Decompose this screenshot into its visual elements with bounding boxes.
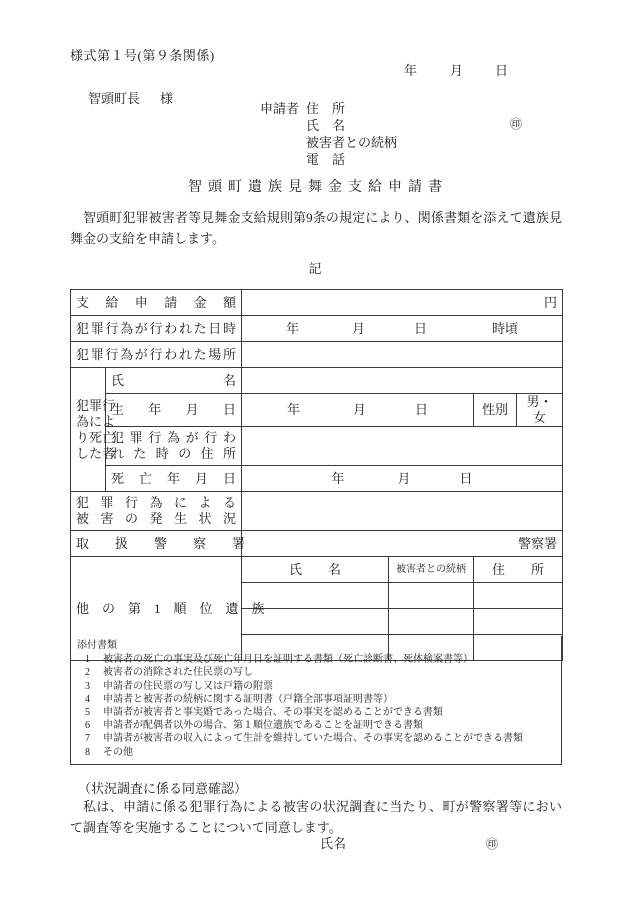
application-table [70, 289, 563, 661]
survivor-address-cell[interactable] [474, 583, 563, 609]
survivors-header-address: 住 所 [474, 557, 563, 583]
datetime-year: 年 [286, 320, 300, 336]
datetime-fields [247, 321, 557, 337]
attachment-item [77, 706, 555, 719]
table-row-deceased-name [71, 368, 563, 394]
situation-label: 犯 罪 行 為 に よ る 被 害 の 発 生 状 況 [71, 492, 242, 531]
addressee-honorific: 様 [160, 91, 174, 106]
deceased-address-value-cell[interactable] [242, 427, 563, 466]
form-number: 様式第１号(第９条関係) [70, 48, 215, 63]
consent-seal-icon: ㊞ [486, 837, 499, 851]
datetime-month: 月 [352, 320, 366, 336]
table-row-place [71, 342, 563, 368]
attachment-text: 申請者と被害者の続柄に関する証明書（戸籍全部事項証明書等） [103, 693, 393, 705]
survivor-relation-cell[interactable] [389, 609, 474, 635]
intro-paragraph: 智頭町犯罪被害者等見舞金支給規則第9条の規定により、関係書類を添えて遺族見舞金の支給を申請します。 [70, 210, 562, 246]
place-value-cell[interactable] [242, 342, 563, 368]
survivors-header-name: 氏 名 [242, 557, 389, 583]
survivors-header-relation: 被害者との続柄 [389, 557, 474, 583]
attachment-item [77, 666, 555, 679]
datetime-label: 犯罪行為が行われた日時 [71, 316, 242, 342]
gender-options-cell[interactable] [517, 394, 563, 427]
attachment-number: 4 [85, 693, 90, 705]
table-row-deceased-birth [71, 394, 563, 427]
deceased-group-label: 犯罪行 為によ り死亡 した者 [71, 368, 106, 492]
attachment-item [77, 653, 555, 666]
amount-unit: 円 [544, 294, 558, 310]
death-year: 年 [331, 470, 345, 486]
police-suffix: 警察署 [518, 535, 558, 551]
ki-marker: 記 [308, 261, 322, 276]
table-row-police [71, 531, 563, 557]
attachment-text: 申請者が被害者と事実婚であった場合、その事実を認めることができる書類 [103, 707, 443, 719]
birth-month: 月 [353, 402, 367, 417]
header-date-year: 年 [404, 63, 418, 78]
consent-name-label: 氏名 [320, 836, 347, 851]
datetime-value-cell[interactable] [242, 316, 563, 342]
table-row-death-date [71, 466, 563, 492]
police-value-cell[interactable] [242, 531, 563, 557]
header-date-line [404, 60, 508, 79]
datetime-day: 日 [414, 320, 428, 336]
applicant-name-seal-icon: ㊞ [510, 117, 523, 131]
applicant-lead-label: 申請者 [260, 101, 300, 116]
applicant-address-label: 住 所 [306, 101, 346, 116]
applicant-row-address [260, 98, 397, 115]
attachment-item [77, 719, 555, 732]
survivor-address-cell[interactable] [474, 609, 563, 635]
table-row-amount [71, 290, 563, 316]
death-date-fields [247, 471, 557, 487]
attachment-number: 8 [85, 746, 90, 758]
applicant-phone-label: 電 話 [306, 152, 346, 167]
attachment-text: 申請者が配偶者以外の場合、第１順位遺族であることを証明できる書類 [103, 720, 423, 732]
gender-options: 男・女 [526, 394, 553, 425]
applicant-name-label: 氏 名 [306, 118, 346, 133]
attachment-item [77, 746, 555, 759]
attachments-title: 添付書類 [77, 640, 117, 651]
death-month: 月 [397, 470, 411, 486]
attachment-text: 被害者の死亡の事実及び死亡年月日を証明する書類（死亡診断書、死体検案書等） [103, 654, 473, 666]
attachment-number: 2 [85, 667, 90, 679]
addressee-name: 智頭町長 [88, 91, 141, 106]
deceased-birth-label: 生 年 月 日 [106, 394, 242, 427]
police-label: 取 扱 警 察 署 [71, 531, 242, 557]
attachment-item [77, 732, 555, 745]
attachment-item [77, 693, 555, 706]
applicant-row-phone [260, 149, 397, 166]
attachment-text: その他 [103, 746, 133, 758]
amount-label: 支 給 申 請 金 額 [71, 290, 242, 316]
place-label: 犯罪行為が行われた場所 [71, 342, 242, 368]
applicant-block [260, 98, 523, 167]
table-row-situation [71, 492, 563, 531]
table-row-deceased-address [71, 427, 563, 466]
attachment-text: 被害者の消除された住民票の写し [103, 667, 253, 679]
attachment-number: 7 [85, 733, 90, 745]
death-day: 日 [459, 470, 473, 486]
situation-value-cell[interactable] [242, 492, 563, 531]
attachment-item [77, 680, 555, 693]
attachment-number: 5 [85, 707, 90, 719]
survivor-relation-cell[interactable] [389, 583, 474, 609]
gender-label: 性別 [474, 394, 517, 427]
attachment-number: 3 [85, 680, 90, 692]
table-row-survivors-head [71, 557, 563, 583]
addressee [88, 88, 173, 107]
birth-fields [247, 402, 468, 418]
deceased-name-value-cell[interactable] [242, 368, 563, 394]
deceased-name-label: 氏 名 [106, 368, 242, 394]
header-date-day: 日 [495, 63, 509, 78]
consent-heading: （状況調査に係る同意確認） [78, 781, 248, 796]
survivors-group-label: 他 の 第 1 順 位 遺 族 [71, 557, 242, 661]
birth-day: 日 [415, 402, 429, 417]
death-date-label: 死 亡 年 月 日 [106, 466, 242, 492]
death-date-value-cell[interactable] [242, 466, 563, 492]
table-row-datetime [71, 316, 563, 342]
attachment-number: 1 [85, 654, 90, 666]
attachment-number: 6 [85, 720, 90, 732]
amount-value-cell[interactable] [242, 290, 563, 316]
consent-signature-line [320, 833, 498, 852]
header-date-month: 月 [450, 63, 464, 78]
attachments-box [70, 636, 562, 765]
document-title: 智頭町遺族見舞金支給申請書 [188, 180, 448, 195]
applicant-relation-label: 被害者との続柄 [306, 135, 398, 150]
datetime-time: 時頃 [492, 320, 519, 336]
deceased-birth-value-cell[interactable] [242, 394, 474, 427]
attachment-text: 申請者が被害者の収入によって生計を維持していた場合、その事実を認めることができる書類 [103, 733, 523, 745]
deceased-address-label: 犯罪行為が行わ れ た 時 の 住 所 [106, 427, 242, 466]
attachment-text: 申請者の住民票の写し又は戸籍の附票 [103, 680, 273, 692]
birth-year: 年 [287, 402, 301, 417]
applicant-row-relation [260, 132, 397, 149]
consent-body: 私は、申請に係る犯罪行為による被害の状況調査に当たり、町が警察署等において調査等を実施することについて同意します。 [70, 799, 562, 835]
applicant-row-name [260, 115, 523, 133]
